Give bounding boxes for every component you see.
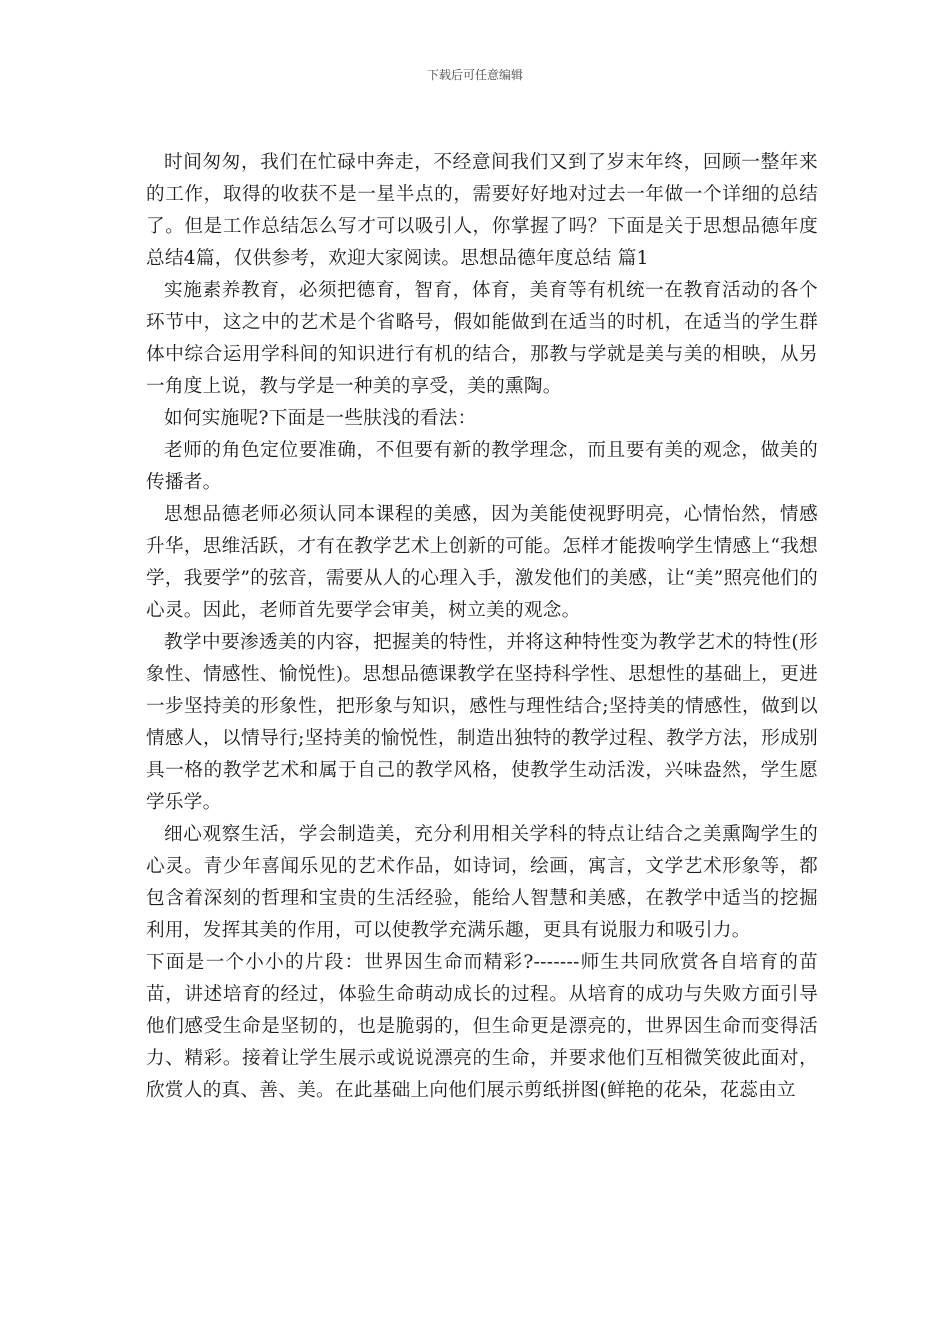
paragraph-teacher-role: 老师的角色定位要准确，不但要有新的教学理念，而且要有美的观念，做美的传播者。 [146,440,818,493]
paragraph-observe-life: 细心观察生活，学会制造美，充分利用相关学科的特点让结合之美熏陶学生的心灵。青少年喜闻乐见的艺术作品，如诗词，绘画，寓言，文学艺术形象等，都包含着深刻的哲理和宝贵的生活经验，能给人智慧和美感，在教学中适当的挖掘利用，发挥其美的作用，可以使教学充满乐趣，更具有说服力和吸引力。 [146,824,818,941]
page-header: 下载后可任意编辑 [426,68,523,82]
paragraph-quality-education: 实施素养教育，必须把德育，智育，体育，美育等有机统一在教育活动的各个环节中，这之中的艺术是个省略号，假如能做到在适当的时机，在适当的学生群体中综合运用学科间的知识进行有机的结合，那教与学就是美与美的相映，从另一角度上说，教与学是一种美的享受，美的熏陶。 [146,280,818,397]
paragraph-teaching-content: 教学中要渗透美的内容，把握美的特性，并将这种特性变为教学艺术的特性(形象性、情感性、愉悦性)。思想品德课教学在坚持科学性、思想性的基础上，更进一步坚持美的形象性，把形象与知识，感性与理性结合;坚持美的情感性，做到以情感人，以情导行;坚持美的愉悦性，制造出独特的教学过程、教学方法，形成别具一格的教学艺术和属于自己的教学风格，使教学生动活泼，兴味盎然，学生愿学乐学。 [146,632,818,813]
document-body [146,147,818,1107]
paragraph-intro: 时间匆匆，我们在忙碌中奔走，不经意间我们又到了岁末年终，回顾一整年来的工作，取得的收获不是一星半点的，需要好好地对过去一年做一个详细的总结了。但是工作总结怎么写才可以吸引人，你掌握了吗？下面是关于思想品德年度总结4篇，仅供参考，欢迎大家阅读。思想品德年度总结 篇1 [146,152,818,269]
paragraph-course-beauty: 思想品德老师必须认同本课程的美感，因为美能使视野明亮，心情怡然，情感升华，思维活跃，才有在教学艺术上创新的可能。怎样才能拨响学生情感上“我想学，我要学”的弦音，需要从人的心理入手，激发他们的美感，让“美”照亮他们的心灵。因此，老师首先要学会审美，树立美的观念。 [146,504,818,621]
paragraph-how-to-implement: 如何实施呢?下面是一些肤浅的看法： [164,408,477,429]
paragraph-example-fragment: 下面是一个小小的片段：世界因生命而精彩?-------师生共同欣赏各自培育的苗苗，讲述培育的经过，体验生命萌动成长的过程。从培育的成功与失败方面引导他们感受生命是坚韧的，也是脆弱的，但生命更是漂亮的，世界因生命而变得活力、精彩。接着让学生展示或说说漂亮的生命，并要求他们互相微笑彼此面对，欣赏人的真、善、美。在此基础上向他们展示剪纸拼图(鲜艳的花朵，花蕊由立 [146,952,818,1101]
